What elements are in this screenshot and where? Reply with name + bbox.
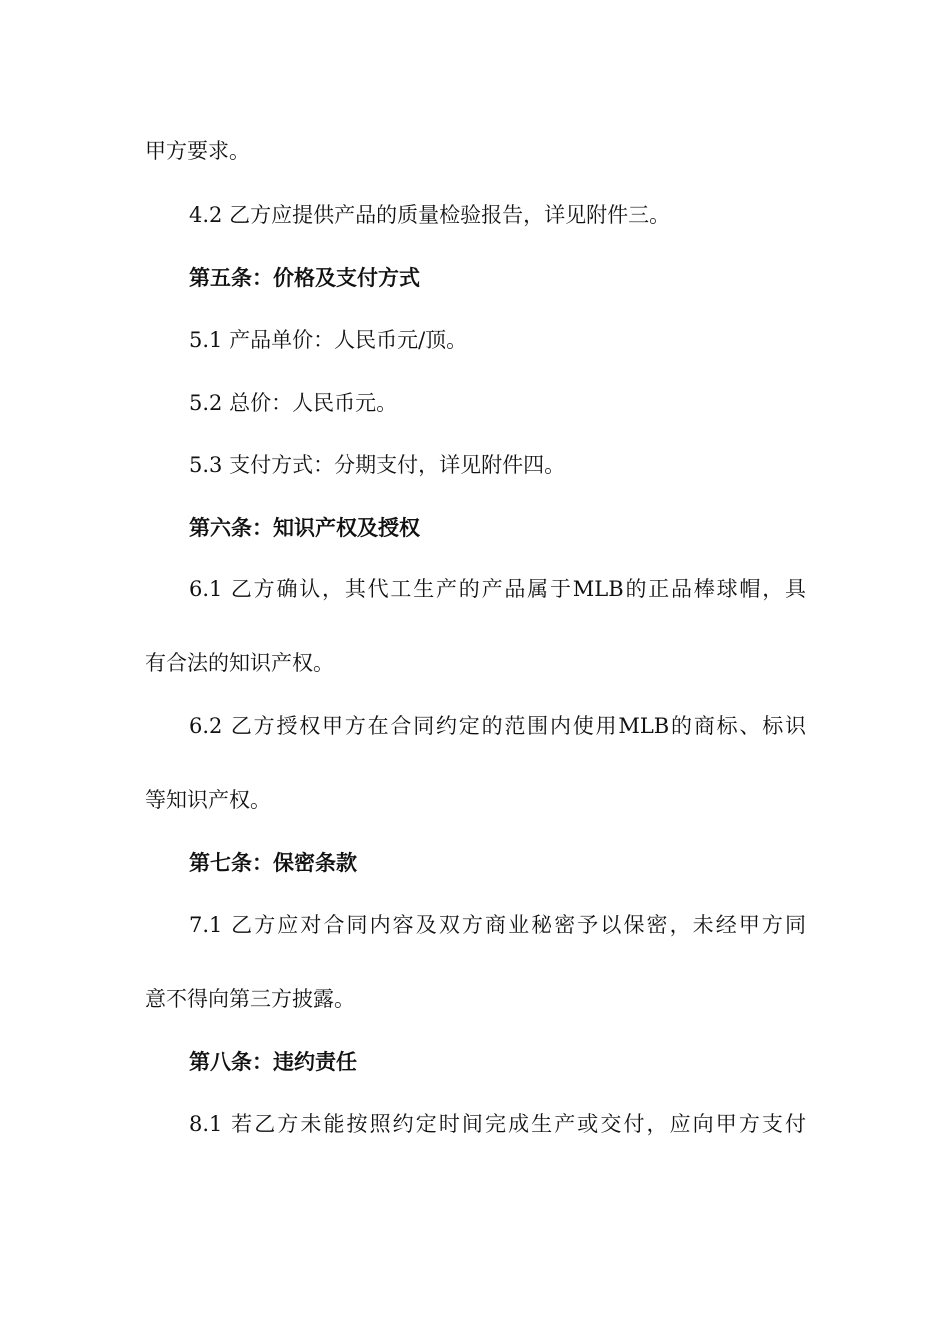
article-7-heading: 第七条：保密条款 (189, 851, 357, 875)
article-8-heading: 第八条：违约责任 (189, 1050, 357, 1074)
clause-6-2: 6.2 乙方授权甲方在合同约定的范围内使用MLB的商标、标识 (189, 714, 806, 738)
clause-5-1: 5.1 产品单价：人民币元/顶。 (189, 328, 468, 352)
article-5-heading: 第五条：价格及支付方式 (189, 266, 420, 290)
clause-6-1-continued: 有合法的知识产权。 (145, 651, 334, 675)
clause-4-2: 4.2 乙方应提供产品的质量检验报告，详见附件三。 (189, 203, 671, 227)
clause-6-1: 6.1 乙方确认，其代工生产的产品属于MLB的正品棒球帽，具 (189, 577, 806, 601)
clause-7-1: 7.1 乙方应对合同内容及双方商业秘密予以保密，未经甲方同 (189, 913, 806, 937)
clause-8-1: 8.1 若乙方未能按照约定时间完成生产或交付，应向甲方支付 (189, 1112, 806, 1136)
body-text-line: 甲方要求。 (145, 139, 250, 163)
clause-5-3: 5.3 支付方式：分期支付，详见附件四。 (189, 453, 566, 477)
clause-6-2-continued: 等知识产权。 (145, 788, 271, 812)
article-6-heading: 第六条：知识产权及授权 (189, 516, 420, 540)
clause-7-1-continued: 意不得向第三方披露。 (145, 987, 355, 1011)
clause-5-2: 5.2 总价：人民币元。 (189, 391, 398, 415)
